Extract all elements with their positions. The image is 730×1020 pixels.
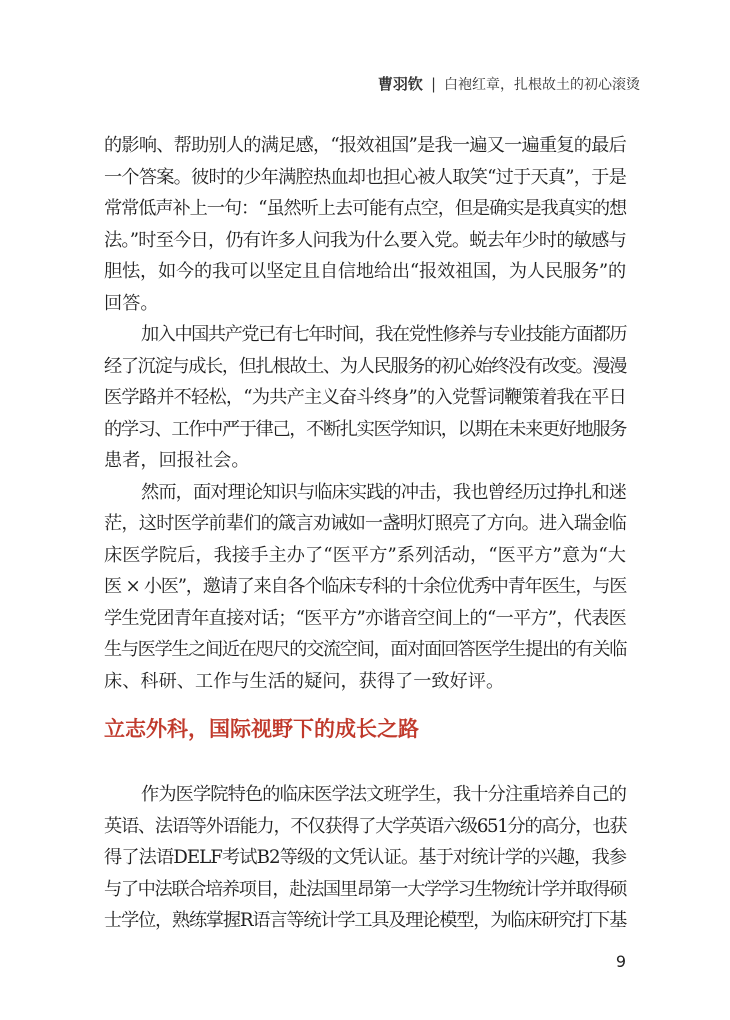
paragraph-line: 学生党团青年直接对话；“医平方”亦谐音空间上的“一平方”，代表医 (104, 607, 626, 629)
paragraph-3 (104, 508, 626, 697)
paragraph-line: 一个答案。彼时的少年满腔热血却也担心被人取笑“过于天真”，于是 (104, 166, 626, 188)
paragraph-line: 床、科研、工作与生活的疑问，获得了一致好评。 (104, 670, 505, 692)
paragraph-line: 与了中法联合培养项目，赴法国里昂第一大学学习生物统计学并取得硕 (104, 878, 626, 900)
header-title: 白袍红章，扎根故土的初心滚烫 (444, 77, 640, 93)
header-author: 曹羽钦 (377, 75, 423, 93)
paragraph-4 (104, 811, 626, 937)
running-header (378, 74, 640, 95)
header-separator: | (430, 75, 436, 93)
paragraph-4-first (104, 779, 626, 811)
paragraph-3-first (104, 477, 626, 509)
section-heading: 立志外科，国际视野下的成长之路 (104, 717, 419, 741)
page-number: 9 (615, 952, 626, 971)
paragraph-line: 士学位，熟练掌握R语言等统计学工具及理论模型，为临床研究打下基 (104, 910, 627, 931)
paragraph-line: 生与医学生之间近在咫尺的交流空间，面对面回答医学生提出的有关临 (104, 639, 626, 660)
paragraph-line: 加入中国共产党已有七年时间，我在党性修养与专业技能方面都历 (141, 324, 626, 345)
paragraph-line: 的学习、工作中严于律己，不断扎实医学知识，以期在未来更好地服务 (104, 418, 626, 440)
paragraph-line: 法。”时至今日，仍有许多人问我为什么要入党。蜕去年少时的敏感与 (104, 229, 626, 251)
paragraph-line: 床医学院后，我接手主办了“医平方”系列活动，“医平方”意为“大 (104, 544, 626, 566)
paragraph-line: 医学路并不轻松，“为共产主义奋斗终身”的入党誓词鞭策着我在平日 (104, 387, 626, 408)
paragraph-2-first (104, 319, 626, 351)
paragraph-line: 英语、法语等外语能力，不仅获得了大学英语六级651分的高分，也获 (104, 815, 626, 837)
paragraph-line: 胆怯，如今的我可以坚定且自信地给出“报效祖国，为人民服务”的 (104, 261, 626, 282)
paragraph-line: 作为医学院特色的临床医学法文班学生，我十分注重培养自己的 (141, 784, 626, 805)
paragraph-line: 经了沉淀与成长，但扎根故土、为人民服务的初心始终没有改变。漫漫 (104, 355, 626, 377)
paragraph-line: 回答。 (104, 292, 159, 314)
paragraph-1 (104, 130, 626, 319)
paragraph-line: 茫，这时医学前辈们的箴言劝诫如一盏明灯照亮了方向。进入瑞金临 (104, 513, 626, 534)
paragraph-line: 的影响、帮助别人的满足感，“报效祖国”是我一遍又一遍重复的最后 (104, 135, 626, 156)
paragraph-line: 医 × 小医”，邀请了来自各个临床专科的十余位优秀中青年医生，与医 (104, 576, 626, 597)
paragraph-line: 患者，回报社会。 (104, 450, 250, 471)
paragraph-line: 得了法语DELF考试B2等级的文凭认证。基于对统计学的兴趣，我参 (104, 847, 626, 868)
paragraph-2 (104, 351, 626, 477)
paragraph-line: 然而，面对理论知识与临床实践的冲击，我也曾经历过挣扎和迷 (141, 481, 626, 503)
paragraph-line: 常常低声补上一句：“虽然听上去可能有点空，但是确实是我真实的想 (104, 198, 626, 219)
